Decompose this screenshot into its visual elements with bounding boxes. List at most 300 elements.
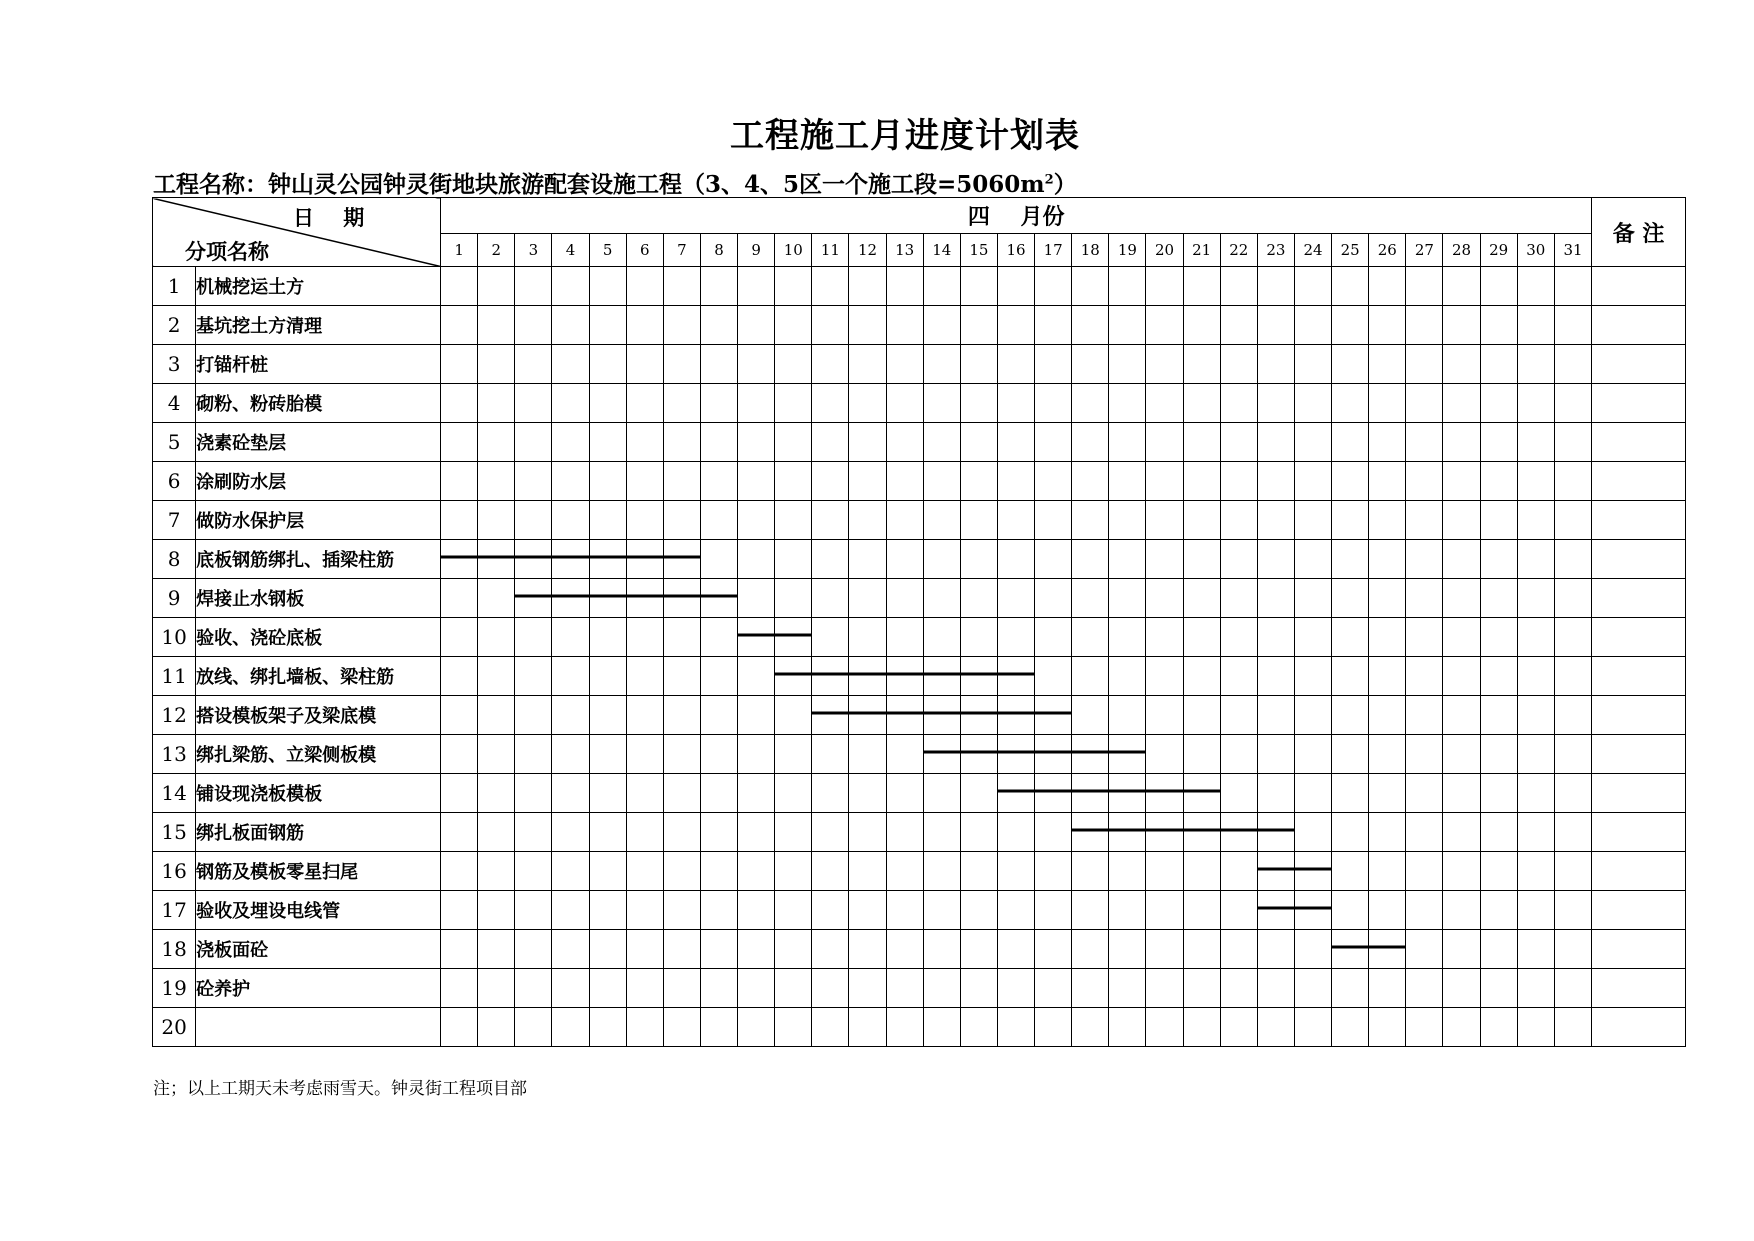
schedule-cell (1406, 267, 1443, 306)
task-row (153, 1008, 1686, 1047)
project-name (153, 166, 1077, 199)
schedule-cell (1443, 813, 1480, 852)
schedule-cell (626, 618, 663, 657)
schedule-cell (441, 501, 478, 540)
schedule-cell (923, 267, 960, 306)
schedule-cell (1443, 423, 1480, 462)
project-name-close: ） (1053, 171, 1077, 198)
schedule-cell (1035, 891, 1072, 930)
schedule-cell (1257, 423, 1294, 462)
schedule-cell (441, 267, 478, 306)
schedule-cell (886, 462, 923, 501)
schedule-cell (923, 618, 960, 657)
schedule-cell (700, 618, 737, 657)
schedule-cell (1294, 423, 1331, 462)
schedule-cell (1109, 423, 1146, 462)
schedule-cell (849, 930, 886, 969)
schedule-cell (441, 345, 478, 384)
schedule-cell (997, 423, 1034, 462)
schedule-cell (1257, 462, 1294, 501)
schedule-cell (515, 657, 552, 696)
schedule-cell (1443, 969, 1480, 1008)
schedule-cell (849, 1008, 886, 1047)
schedule-cell (738, 1008, 775, 1047)
schedule-cell (1406, 345, 1443, 384)
task-name: 基坑挖土方清理 (196, 306, 441, 345)
schedule-cell (1072, 423, 1109, 462)
schedule-cell (1183, 774, 1220, 813)
schedule-cell (515, 774, 552, 813)
schedule-cell (1406, 930, 1443, 969)
task-row (153, 969, 1686, 1008)
schedule-cell (1035, 930, 1072, 969)
schedule-cell (1035, 813, 1072, 852)
schedule-cell (663, 696, 700, 735)
schedule-cell (849, 423, 886, 462)
schedule-cell (1035, 462, 1072, 501)
schedule-cell (626, 852, 663, 891)
schedule-cell (700, 657, 737, 696)
schedule-cell (1332, 462, 1369, 501)
schedule-cell (1443, 774, 1480, 813)
schedule-cell (441, 618, 478, 657)
schedule-cell (775, 462, 812, 501)
schedule-cell (960, 1008, 997, 1047)
schedule-cell (812, 969, 849, 1008)
schedule-cell (738, 345, 775, 384)
schedule-cell (1183, 501, 1220, 540)
schedule-cell (515, 891, 552, 930)
schedule-cell (997, 735, 1034, 774)
schedule-cell (923, 579, 960, 618)
schedule-cell (1406, 579, 1443, 618)
schedule-cell (738, 384, 775, 423)
schedule-cell (1146, 930, 1183, 969)
schedule-cell (1220, 657, 1257, 696)
schedule-cell (1220, 891, 1257, 930)
task-row (153, 423, 1686, 462)
schedule-cell (1220, 267, 1257, 306)
schedule-cell (960, 267, 997, 306)
schedule-cell (589, 891, 626, 930)
remark-cell (1592, 540, 1686, 579)
remark-cell (1592, 1008, 1686, 1047)
day-header: 28 (1443, 234, 1480, 267)
schedule-cell (663, 852, 700, 891)
schedule-cell (441, 657, 478, 696)
schedule-cell (1035, 384, 1072, 423)
schedule-cell (700, 579, 737, 618)
schedule-cell (1443, 540, 1480, 579)
schedule-cell (1294, 618, 1331, 657)
schedule-cell (812, 696, 849, 735)
schedule-cell (1146, 774, 1183, 813)
schedule-cell (441, 1008, 478, 1047)
schedule-cell (626, 657, 663, 696)
schedule-cell (1406, 423, 1443, 462)
schedule-cell (441, 774, 478, 813)
footnote: 注；以上工期天未考虑雨雪天。钟灵街工程项目部 (153, 1079, 527, 1099)
day-header: 14 (923, 234, 960, 267)
schedule-cell (1332, 345, 1369, 384)
schedule-cell (1257, 618, 1294, 657)
schedule-cell (552, 969, 589, 1008)
schedule-cell (1443, 852, 1480, 891)
schedule-cell (1480, 501, 1517, 540)
schedule-cell (1517, 306, 1554, 345)
schedule-cell (1146, 345, 1183, 384)
project-area-exponent: 2 (1044, 172, 1054, 188)
schedule-cell (849, 579, 886, 618)
schedule-cell (1369, 852, 1406, 891)
schedule-cell (1554, 930, 1591, 969)
schedule-cell (1554, 969, 1591, 1008)
schedule-cell (1406, 774, 1443, 813)
schedule-cell (997, 930, 1034, 969)
schedule-cell (1035, 579, 1072, 618)
schedule-cell (1257, 813, 1294, 852)
schedule-cell (1517, 735, 1554, 774)
schedule-cell (626, 462, 663, 501)
task-row (153, 774, 1686, 813)
remark-cell (1592, 969, 1686, 1008)
schedule-cell (849, 540, 886, 579)
remark-cell (1592, 735, 1686, 774)
schedule-cell (849, 735, 886, 774)
schedule-cell (960, 540, 997, 579)
schedule-cell (738, 462, 775, 501)
schedule-cell (1146, 384, 1183, 423)
schedule-cell (441, 306, 478, 345)
schedule-cell (1220, 384, 1257, 423)
schedule-cell (1109, 813, 1146, 852)
schedule-cell (1517, 930, 1554, 969)
schedule-cell (700, 969, 737, 1008)
schedule-cell (886, 930, 923, 969)
schedule-cell (849, 306, 886, 345)
schedule-cell (886, 696, 923, 735)
day-header: 22 (1220, 234, 1257, 267)
schedule-cell (1443, 579, 1480, 618)
schedule-cell (812, 813, 849, 852)
schedule-cell (886, 618, 923, 657)
schedule-cell (923, 696, 960, 735)
schedule-cell (923, 852, 960, 891)
schedule-cell (1146, 891, 1183, 930)
schedule-cell (775, 384, 812, 423)
schedule-cell (441, 384, 478, 423)
schedule-cell (1332, 384, 1369, 423)
schedule-cell (960, 930, 997, 969)
schedule-cell (478, 969, 515, 1008)
schedule-cell (1369, 969, 1406, 1008)
task-number: 13 (153, 735, 196, 774)
schedule-cell (1480, 852, 1517, 891)
schedule-cell (1146, 813, 1183, 852)
schedule-cell (849, 852, 886, 891)
page-title: 工程施工月进度计划表 (730, 116, 1080, 156)
schedule-cell (700, 813, 737, 852)
schedule-cell (775, 657, 812, 696)
schedule-cell (886, 891, 923, 930)
schedule-cell (1220, 930, 1257, 969)
schedule-cell (886, 306, 923, 345)
schedule-cell (738, 579, 775, 618)
schedule-cell (1369, 462, 1406, 501)
task-number: 1 (153, 267, 196, 306)
schedule-cell (1332, 891, 1369, 930)
schedule-cell (812, 384, 849, 423)
task-row (153, 696, 1686, 735)
schedule-cell (1554, 813, 1591, 852)
schedule-cell (589, 267, 626, 306)
schedule-cell (997, 813, 1034, 852)
remark-cell (1592, 618, 1686, 657)
schedule-cell (886, 267, 923, 306)
schedule-cell (626, 579, 663, 618)
schedule-cell (1109, 891, 1146, 930)
schedule-cell (589, 852, 626, 891)
schedule-cell (1294, 462, 1331, 501)
schedule-cell (1109, 852, 1146, 891)
schedule-cell (1517, 852, 1554, 891)
day-header: 31 (1554, 234, 1591, 267)
schedule-cell (626, 735, 663, 774)
task-name: 打锚杆桩 (196, 345, 441, 384)
task-number: 8 (153, 540, 196, 579)
task-name: 浇板面砼 (196, 930, 441, 969)
schedule-cell (775, 930, 812, 969)
schedule-cell (923, 891, 960, 930)
schedule-cell (1554, 306, 1591, 345)
schedule-cell (849, 813, 886, 852)
schedule-cell (1554, 657, 1591, 696)
schedule-cell (515, 852, 552, 891)
schedule-cell (1517, 774, 1554, 813)
schedule-cell (626, 696, 663, 735)
schedule-cell (923, 501, 960, 540)
schedule-cell (441, 969, 478, 1008)
remark-cell (1592, 774, 1686, 813)
schedule-cell (1480, 267, 1517, 306)
schedule-cell (478, 930, 515, 969)
day-header: 8 (700, 234, 737, 267)
task-number: 15 (153, 813, 196, 852)
schedule-cell (1183, 696, 1220, 735)
schedule-cell (1109, 969, 1146, 1008)
schedule-cell (663, 306, 700, 345)
schedule-cell (886, 423, 923, 462)
schedule-cell (589, 930, 626, 969)
header-remark-label: 备 注 (1592, 198, 1686, 267)
schedule-cell (1220, 501, 1257, 540)
schedule-cell (738, 891, 775, 930)
schedule-cell (1369, 267, 1406, 306)
schedule-cell (1072, 891, 1109, 930)
schedule-cell (1554, 540, 1591, 579)
schedule-cell (1072, 969, 1109, 1008)
schedule-cell (1220, 696, 1257, 735)
schedule-cell (1294, 696, 1331, 735)
schedule-cell (1183, 462, 1220, 501)
task-name (196, 1008, 441, 1047)
schedule-cell (700, 501, 737, 540)
schedule-cell (515, 1008, 552, 1047)
schedule-cell (1554, 384, 1591, 423)
schedule-cell (775, 501, 812, 540)
schedule-cell (960, 306, 997, 345)
schedule-cell (552, 462, 589, 501)
schedule-cell (960, 891, 997, 930)
schedule-cell (1294, 306, 1331, 345)
schedule-cell (1257, 852, 1294, 891)
schedule-cell (626, 345, 663, 384)
schedule-cell (960, 735, 997, 774)
schedule-cell (1294, 579, 1331, 618)
schedule-cell (589, 423, 626, 462)
schedule-cell (812, 267, 849, 306)
task-row (153, 345, 1686, 384)
task-name: 放线、绑扎墙板、梁柱筋 (196, 657, 441, 696)
schedule-cell (923, 306, 960, 345)
schedule-cell (1480, 579, 1517, 618)
schedule-cell (849, 774, 886, 813)
schedule-cell (997, 657, 1034, 696)
day-header: 7 (663, 234, 700, 267)
schedule-cell (663, 813, 700, 852)
task-row (153, 852, 1686, 891)
schedule-cell (1146, 540, 1183, 579)
header-item-label: 分项名称 (185, 239, 269, 264)
schedule-cell (1109, 1008, 1146, 1047)
schedule-cell (1554, 735, 1591, 774)
schedule-cell (960, 657, 997, 696)
schedule-cell (1109, 735, 1146, 774)
schedule-cell (1183, 930, 1220, 969)
schedule-cell (1109, 306, 1146, 345)
schedule-cell (1406, 657, 1443, 696)
day-header: 5 (589, 234, 626, 267)
remark-cell (1592, 930, 1686, 969)
schedule-cell (478, 345, 515, 384)
task-name: 焊接止水钢板 (196, 579, 441, 618)
schedule-cell (1406, 735, 1443, 774)
remark-cell (1592, 306, 1686, 345)
schedule-cell (700, 891, 737, 930)
schedule-cell (960, 423, 997, 462)
schedule-cell (515, 384, 552, 423)
schedule-cell (700, 384, 737, 423)
schedule-cell (1294, 969, 1331, 1008)
schedule-cell (1294, 384, 1331, 423)
schedule-cell (997, 969, 1034, 1008)
schedule-cell (700, 930, 737, 969)
schedule-cell (663, 657, 700, 696)
schedule-cell (1146, 852, 1183, 891)
schedule-cell (589, 1008, 626, 1047)
schedule-cell (738, 930, 775, 969)
schedule-cell (663, 1008, 700, 1047)
schedule-cell (886, 657, 923, 696)
schedule-cell (441, 423, 478, 462)
schedule-cell (663, 423, 700, 462)
schedule-cell (1109, 267, 1146, 306)
schedule-cell (552, 891, 589, 930)
schedule-cell (1183, 306, 1220, 345)
schedule-cell (997, 462, 1034, 501)
schedule-cell (589, 384, 626, 423)
schedule-cell (1072, 1008, 1109, 1047)
schedule-cell (663, 501, 700, 540)
schedule-cell (1220, 462, 1257, 501)
schedule-cell (478, 735, 515, 774)
schedule-cell (1257, 1008, 1294, 1047)
day-header: 12 (849, 234, 886, 267)
schedule-cell (1332, 813, 1369, 852)
schedule-cell (1369, 540, 1406, 579)
schedule-cell (1443, 345, 1480, 384)
schedule-cell (1072, 384, 1109, 423)
schedule-cell (812, 852, 849, 891)
schedule-cell (700, 852, 737, 891)
task-name: 搭设模板架子及梁底模 (196, 696, 441, 735)
schedule-cell (1072, 345, 1109, 384)
schedule-cell (1109, 384, 1146, 423)
schedule-cell (923, 345, 960, 384)
schedule-cell (1332, 501, 1369, 540)
schedule-cell (1480, 306, 1517, 345)
schedule-cell (1332, 774, 1369, 813)
schedule-cell (700, 774, 737, 813)
schedule-cell (552, 930, 589, 969)
schedule-cell (1443, 1008, 1480, 1047)
schedule-cell (700, 540, 737, 579)
schedule-cell (1183, 813, 1220, 852)
schedule-cell (1109, 345, 1146, 384)
task-row (153, 540, 1686, 579)
schedule-cell (1072, 306, 1109, 345)
schedule-cell (478, 852, 515, 891)
day-header: 11 (812, 234, 849, 267)
task-row (153, 267, 1686, 306)
schedule-cell (1443, 735, 1480, 774)
schedule-cell (775, 540, 812, 579)
task-row (153, 384, 1686, 423)
schedule-cell (812, 540, 849, 579)
task-row (153, 813, 1686, 852)
schedule-cell (626, 1008, 663, 1047)
schedule-cell (886, 579, 923, 618)
schedule-cell (1369, 579, 1406, 618)
schedule-cell (1406, 1008, 1443, 1047)
schedule-cell (1517, 423, 1554, 462)
schedule-cell (1554, 579, 1591, 618)
schedule-cell (700, 696, 737, 735)
schedule-cell (478, 579, 515, 618)
schedule-cell (1480, 735, 1517, 774)
task-name: 砼养护 (196, 969, 441, 1008)
schedule-cell (478, 462, 515, 501)
schedule-cell (1554, 345, 1591, 384)
task-name: 铺设现浇板模板 (196, 774, 441, 813)
task-number: 2 (153, 306, 196, 345)
schedule-cell (738, 618, 775, 657)
schedule-cell (1146, 618, 1183, 657)
schedule-cell (552, 852, 589, 891)
schedule-cell (1480, 384, 1517, 423)
schedule-cell (1183, 618, 1220, 657)
schedule-cell (1146, 696, 1183, 735)
